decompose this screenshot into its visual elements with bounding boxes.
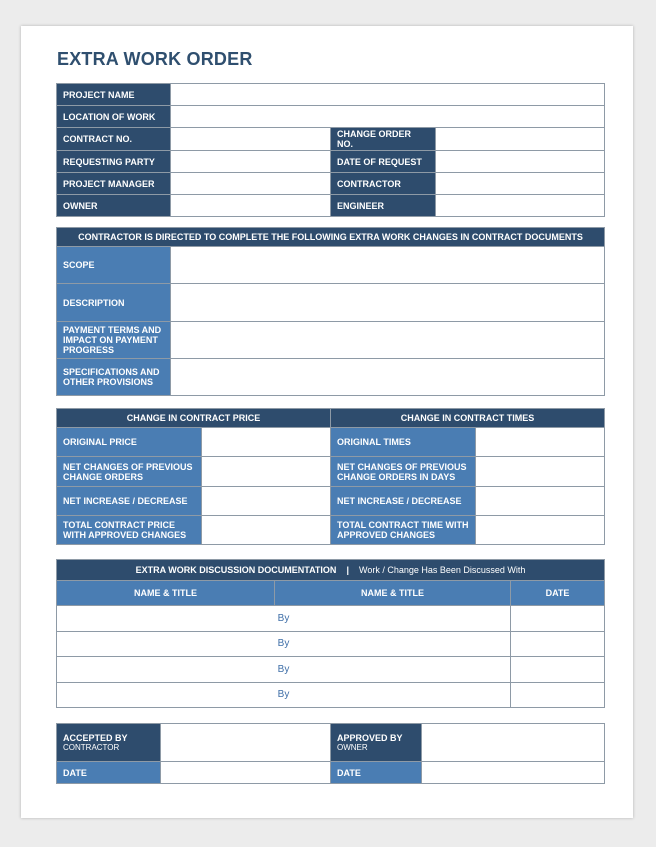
project-manager-label: PROJECT MANAGER	[57, 173, 171, 195]
date-of-request-field[interactable]	[436, 151, 605, 173]
project-info-table	[56, 83, 605, 217]
location-of-work-field[interactable]	[171, 106, 605, 128]
discussion-header-note: Work / Change Has Been Discussed With	[359, 565, 526, 575]
directive-table	[56, 227, 605, 396]
discussion-header	[57, 560, 605, 581]
description-field[interactable]	[171, 284, 605, 322]
accepted-by-field[interactable]	[161, 724, 331, 762]
requesting-party-label: REQUESTING PARTY	[57, 151, 171, 173]
date-left-label: DATE	[57, 762, 161, 784]
contractor-field[interactable]	[436, 173, 605, 195]
scope-label: SCOPE	[57, 247, 171, 284]
directive-header: CONTRACTOR IS DIRECTED TO COMPLETE THE FOLLOWING EXTRA WORK CHANGES IN CONTRACT DOCUMENTS	[57, 228, 605, 247]
engineer-label: ENGINEER	[331, 195, 436, 217]
table-row	[57, 657, 605, 683]
price-change-header: CHANGE IN CONTRACT PRICE	[57, 409, 331, 428]
contract-no-label: CONTRACT NO.	[57, 128, 171, 151]
page-title: EXTRA WORK ORDER	[57, 49, 253, 69]
original-times-label: ORIGINAL TIMES	[331, 428, 476, 457]
discussion-header-title: EXTRA WORK DISCUSSION DOCUMENTATION	[135, 565, 337, 575]
discussion-date-field[interactable]	[511, 683, 605, 708]
discussion-header-separator: |	[346, 565, 349, 575]
accepted-by-title: ACCEPTED BY	[63, 732, 128, 743]
accepted-by-label	[57, 724, 161, 762]
requesting-party-field[interactable]	[171, 151, 331, 173]
approved-by-field[interactable]	[422, 724, 605, 762]
project-name-label: PROJECT NAME	[57, 84, 171, 106]
net-increase-price-label: NET INCREASE / DECREASE	[57, 487, 202, 516]
table-row	[57, 632, 605, 657]
discussion-date-field[interactable]	[511, 632, 605, 657]
scope-field[interactable]	[171, 247, 605, 284]
table-row	[57, 683, 605, 708]
net-increase-times-field[interactable]	[476, 487, 605, 516]
owner-field[interactable]	[171, 195, 331, 217]
times-change-header: CHANGE IN CONTRACT TIMES	[331, 409, 605, 428]
net-changes-days-field[interactable]	[476, 457, 605, 487]
approved-by-subtitle: OWNER	[337, 742, 368, 752]
original-price-field[interactable]	[202, 428, 331, 457]
approved-by-label	[331, 724, 422, 762]
project-manager-field[interactable]	[171, 173, 331, 195]
date-of-request-label: DATE OF REQUEST	[331, 151, 436, 173]
payment-terms-field[interactable]	[171, 322, 605, 359]
total-time-label: TOTAL CONTRACT TIME WITH APPROVED CHANGES	[331, 516, 476, 545]
owner-label: OWNER	[57, 195, 171, 217]
accepted-by-subtitle: CONTRACTOR	[63, 742, 120, 752]
project-name-field[interactable]	[171, 84, 605, 106]
original-price-label: ORIGINAL PRICE	[57, 428, 202, 457]
col-date: DATE	[511, 581, 605, 606]
specifications-label: SPECIFICATIONS AND OTHER PROVISIONS	[57, 359, 171, 396]
payment-terms-label: PAYMENT TERMS AND IMPACT ON PAYMENT PROGRESS	[57, 322, 171, 359]
contract-no-field[interactable]	[171, 128, 331, 151]
total-time-field[interactable]	[476, 516, 605, 545]
net-changes-price-field[interactable]	[202, 457, 331, 487]
net-changes-days-label: NET CHANGES OF PREVIOUS CHANGE ORDERS IN DAYS	[331, 457, 476, 487]
net-increase-times-label: NET INCREASE / DECREASE	[331, 487, 476, 516]
approved-by-title: APPROVED BY	[337, 732, 403, 743]
original-times-field[interactable]	[476, 428, 605, 457]
contract-changes-table	[56, 408, 605, 545]
discussion-date-field[interactable]	[511, 657, 605, 683]
table-row	[57, 606, 605, 632]
discussion-by-field[interactable]: By	[57, 632, 511, 657]
discussion-table	[56, 559, 605, 708]
signoff-table	[56, 723, 605, 784]
change-order-no-label: CHANGE ORDER NO.	[331, 128, 436, 151]
date-right-label: DATE	[331, 762, 422, 784]
specifications-field[interactable]	[171, 359, 605, 396]
change-order-no-field[interactable]	[436, 128, 605, 151]
date-left-field[interactable]	[161, 762, 331, 784]
location-of-work-label: LOCATION OF WORK	[57, 106, 171, 128]
discussion-by-field[interactable]: By	[57, 606, 511, 632]
col-name-title-1: NAME & TITLE	[57, 581, 275, 606]
col-name-title-2: NAME & TITLE	[275, 581, 511, 606]
net-changes-price-label: NET CHANGES OF PREVIOUS CHANGE ORDERS	[57, 457, 202, 487]
date-right-field[interactable]	[422, 762, 605, 784]
discussion-by-field[interactable]: By	[57, 657, 511, 683]
contractor-label: CONTRACTOR	[331, 173, 436, 195]
engineer-field[interactable]	[436, 195, 605, 217]
total-price-field[interactable]	[202, 516, 331, 545]
discussion-by-field[interactable]: By	[57, 683, 511, 708]
description-label: DESCRIPTION	[57, 284, 171, 322]
discussion-date-field[interactable]	[511, 606, 605, 632]
total-price-label: TOTAL CONTRACT PRICE WITH APPROVED CHANGES	[57, 516, 202, 545]
net-increase-price-field[interactable]	[202, 487, 331, 516]
